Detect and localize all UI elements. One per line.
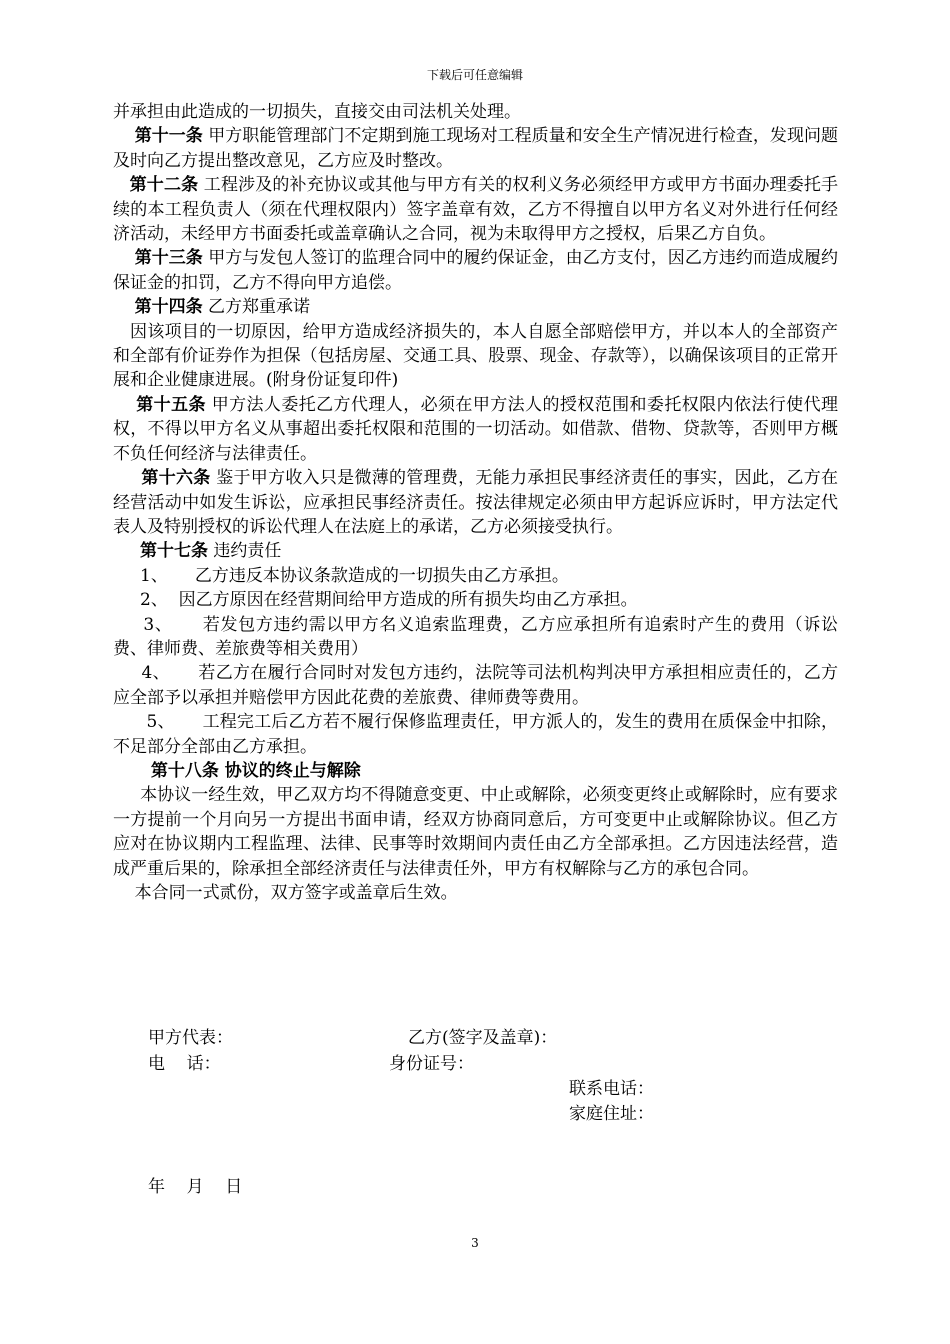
paragraph-indent [113,297,135,317]
clause-paragraph [113,564,838,588]
clause-text: 3、 若发包方违约需以甲方名义追索监理费，乙方应承担所有追索时产生的费用（诉讼费、律师费、差旅费等相关费用） [113,614,838,659]
phone-label: 电 话： [148,1054,221,1074]
date-line: 年 月 日 [148,1177,243,1197]
clause-title: 第十八条 协议的终止与解除 [150,760,361,781]
clause-text: 违约责任 [208,541,282,562]
clause-paragraph [113,173,838,246]
paragraph-indent [113,785,140,805]
clause-paragraph [113,246,838,295]
clause-paragraph [113,295,838,319]
clause-paragraph [113,320,838,393]
clause-text: 乙方郑重承诺 [202,297,311,318]
clause-paragraph [113,466,838,539]
clause-text: 本合同一式贰份，双方签字或盖章后生效。 [134,883,458,903]
clause-paragraph [113,783,838,881]
clause-text: 1、 乙方违反本协议条款造成的一切损失由乙方承担。 [140,565,569,586]
paragraph-indent [113,248,135,268]
paragraph-indent [113,761,151,781]
contact-phone-label: 联系电话： [569,1079,654,1099]
paragraph-indent [113,590,140,610]
clause-title: 第十四条 [134,297,203,318]
clause-text: 4、 若乙方在履行合同时对发包方违约，法院等司法机构判决甲方承担相应责任的，乙方应全部予以承担并赔偿甲方因此花费的差旅费、律师费等费用。 [113,663,838,708]
clause-paragraph [113,588,838,612]
clause-paragraph [113,539,838,563]
paragraph-indent [113,395,136,415]
page-number: 3 [471,1236,479,1250]
clause-text: 甲方与发包人签订的监理合同中的履约保证金，由乙方支付，因乙方违约而造成履约保证金的扣罚，乙方不得向甲方追偿。 [113,248,838,293]
clause-paragraph [113,759,838,783]
page-header: 下载后可任意编辑 [426,68,523,82]
clause-paragraph [113,393,838,466]
paragraph-indent [113,126,135,146]
paragraph-indent [113,663,142,683]
clause-text: 工程涉及的补充协议或其他与甲方有关的权利义务必须经甲方或甲方书面办理委托手续的本工程负责人（须在代理权限内）签字盖章有效，乙方不得擅自以甲方名义对外进行任何经济活动，未经甲方书面委托或盖章确认之合同，视为未取得甲方之授权，后果乙方自负。 [113,175,839,245]
clause-title: 第十一条 [134,126,203,147]
party-a-representative-label: 甲方代表： [148,1028,233,1048]
clause-text: 并承担由此造成的一切损失，直接交由司法机关处理。 [113,102,521,122]
clause-paragraph [113,100,838,124]
clause-title: 第十二条 [129,175,199,196]
party-b-signature-label: 乙方(签字及盖章)： [408,1028,558,1048]
clause-title: 第十七条 [140,541,209,562]
paragraph-indent [113,322,130,342]
clause-paragraph [113,124,838,173]
paragraph-indent [113,468,141,488]
clause-paragraph [113,661,838,710]
paragraph-indent [113,566,140,586]
clause-title: 第十六条 [141,468,211,489]
clause-title: 第十五条 [136,394,206,415]
contract-body [113,100,838,905]
clause-text: 5、 工程完工后乙方若不履行保修监理责任，甲方派人的，发生的费用在质保金中扣除，不足部分全部由乙方承担。 [113,712,838,757]
paragraph-indent [113,712,147,732]
clause-text: 因该项目的一切原因，给甲方造成经济损失的，本人自愿全部赔偿甲方，并以本人的全部资产和全部有价证券作为担保（包括房屋、交通工具、股票、现金、存款等），以确保该项目的正常开展和企业健康进展。(附身份证复印件) [113,321,839,391]
home-address-label: 家庭住址： [569,1104,654,1124]
clause-text: 鉴于甲方收入只是微薄的管理费，无能力承担民事经济责任的事实，因此，乙方在经营活动中如发生诉讼，应承担民事经济责任。按法律规定必须由甲方起诉应诉时，甲方法定代表人及特别授权的诉讼代理人在法庭上的承诺，乙方必须接受执行。 [113,468,838,537]
paragraph-indent [113,883,135,903]
clause-text: 本协议一经生效，甲乙双方均不得随意变更、中止或解除，必须变更终止或解除时，应有要求一方提前一个月向另一方提出书面申请，经双方协商同意后，方可变更中止或解除协议。但乙方应对在协议期内工程监理、法律、民事等时效期间内责任由乙方全部承担。乙方因违法经营，造成严重后果的，除承担全部经济责任与法律责任外，甲方有权解除与乙方的承包合同。 [113,785,838,879]
clause-paragraph [113,613,838,662]
clause-paragraph [113,881,838,905]
clause-text: 2、 因乙方原因在经营期间给甲方造成的所有损失均由乙方承担。 [140,590,638,611]
paragraph-indent [113,541,140,561]
clause-text: 甲方法人委托乙方代理人，必须在甲方法人的授权范围和委托权限内依法行使代理权，不得以甲方名义从事超出委托权限和范围的一切活动。如借款、借物、贷款等，否则甲方概不负任何经济与法律责任。 [113,394,838,464]
id-number-label: 身份证号： [389,1054,474,1074]
clause-paragraph [113,710,838,759]
paragraph-indent [113,615,143,635]
clause-title: 第十三条 [134,248,203,269]
clause-text: 甲方职能管理部门不定期到施工现场对工程质量和安全生产情况进行检查，发现问题及时向乙方提出整改意见，乙方应及时整改。 [113,126,838,171]
paragraph-indent [113,175,130,195]
